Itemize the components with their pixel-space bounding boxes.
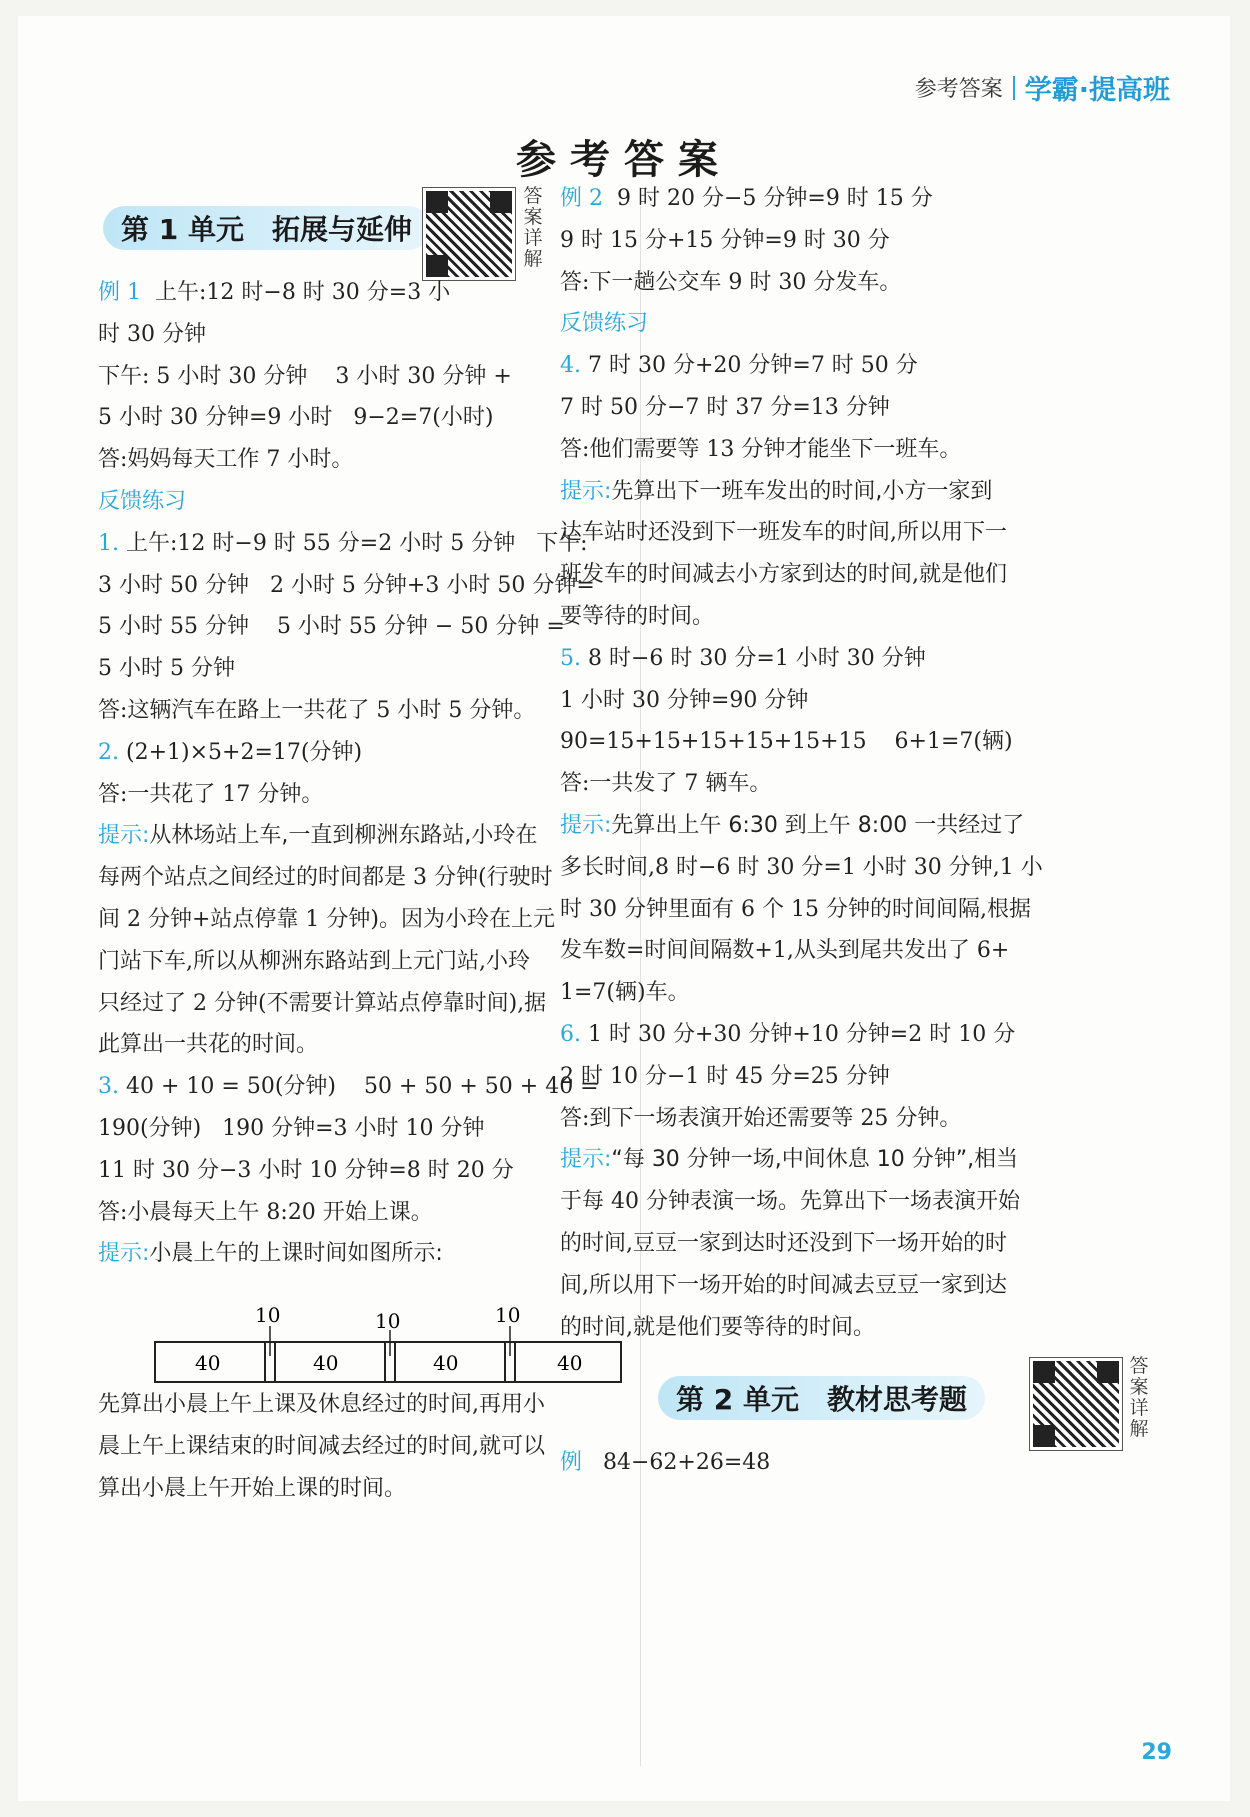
- line-text: 只经过了 2 分钟(不需要计算站点停靠时间),据: [98, 990, 547, 1016]
- text-line: [560, 1229, 1007, 1259]
- item-number: 例 2: [560, 186, 603, 211]
- unit2-name: 教材思考题: [826, 1383, 967, 1416]
- page: [18, 16, 1230, 1801]
- line-text: 要等待的时间。: [560, 604, 715, 629]
- hint-label: 提示:: [98, 823, 150, 849]
- text-line: [560, 727, 1013, 757]
- line-text: 9 时 15 分+15 分钟=9 时 30 分: [560, 227, 890, 253]
- line-text: 此算出一共花的时间。: [98, 1032, 319, 1058]
- qr-label: 答案详解: [523, 185, 543, 270]
- line-text: 从林场站上车,一直到柳洲东路站,小玲在: [149, 823, 538, 849]
- page-number: 29: [1141, 1740, 1172, 1765]
- text-line: [560, 1271, 1007, 1301]
- text-line: [560, 268, 901, 298]
- text-line: [560, 226, 890, 256]
- item-number: 例: [560, 1450, 583, 1475]
- text-line: [98, 1156, 514, 1186]
- text-line: [560, 978, 690, 1008]
- page-title: 参考答案: [516, 136, 732, 183]
- line-text: 晨上午上课结束的时间减去经过的时间,就可以: [98, 1433, 545, 1459]
- item-number: 4.: [560, 353, 581, 379]
- running-header: [915, 68, 1170, 107]
- line-text: (2+1)×5+2=17(分钟): [119, 739, 363, 765]
- text-line: [98, 362, 512, 392]
- text-line: [560, 1448, 770, 1478]
- line-text: 84−62+26=48: [582, 1450, 771, 1475]
- text-line: [98, 989, 546, 1019]
- line-text: 1 时 30 分+30 分钟+10 分钟=2 时 10 分: [581, 1022, 1016, 1047]
- unit1-banner: [103, 206, 430, 250]
- header-divider: [1013, 76, 1015, 100]
- line-text: 8 时−6 时 30 分=1 小时 30 分钟: [581, 645, 926, 671]
- item-number: 5.: [560, 645, 581, 671]
- text-line: [98, 780, 323, 810]
- line-text: 时 30 分钟里面有 6 个 15 分钟的时间间隔,根据: [560, 896, 1031, 922]
- break-label: 10: [495, 1304, 521, 1327]
- text-line: [560, 686, 808, 716]
- line-text: 达车站时还没到下一班发车的时间,所以用下一: [560, 520, 1007, 546]
- text-line: [98, 947, 530, 977]
- line-text: 答:到下一场表演开始还需要等 25 分钟。: [560, 1105, 962, 1131]
- text-line: [98, 445, 353, 475]
- break-label: 10: [375, 1309, 401, 1333]
- line-text: 下午: 5 小时 30 分钟 3 小时 30 分钟 +: [98, 363, 512, 389]
- text-line: [560, 1020, 1015, 1050]
- hint-label: 提示:: [560, 813, 612, 838]
- item-number: 3.: [98, 1074, 119, 1100]
- line-text: 答:这辆汽车在路上一共花了 5 小时 5 分钟。: [98, 698, 536, 723]
- unit2-label: 第 2 单元: [676, 1383, 799, 1416]
- line-text: 1 小时 30 分钟=90 分钟: [560, 687, 809, 713]
- line-text: 间 2 分钟+站点停靠 1 分钟)。因为小玲在上元: [98, 907, 555, 932]
- line-text: 答:小晨每天上午 8:20 开始上课。: [98, 1199, 433, 1225]
- line-text: 先算出下一班车发出的时间,小方一家到: [611, 478, 993, 504]
- line-text: 190(分钟) 190 分钟=3 小时 10 分钟: [98, 1116, 485, 1141]
- text-line: [98, 905, 555, 935]
- line-text: 多长时间,8 时−6 时 30 分=1 小时 30 分钟,1 小: [560, 854, 1043, 880]
- text-line: [98, 278, 450, 308]
- text-line: [560, 936, 1009, 966]
- text-line: [560, 351, 918, 381]
- text-line: [560, 393, 890, 423]
- text-line: [98, 612, 565, 642]
- qr-code-icon[interactable]: [1030, 1358, 1122, 1450]
- timeline-svg: [153, 1304, 623, 1404]
- text-line: [560, 1062, 890, 1092]
- text-line: [560, 1187, 1020, 1217]
- text-line: [560, 560, 1007, 590]
- text-line: [98, 821, 537, 851]
- text-line: [98, 529, 588, 559]
- text-line: [560, 435, 961, 465]
- line-text: 2 时 10 分−1 时 45 分=25 分钟: [560, 1063, 890, 1089]
- line-text: 答:一共花了 17 分钟。: [98, 781, 324, 807]
- text-line: [560, 518, 1007, 548]
- text-line: [98, 403, 493, 433]
- section-heading: 反馈练习: [98, 489, 187, 514]
- item-number: 2.: [98, 739, 119, 765]
- item-number: 1.: [98, 530, 119, 556]
- line-text: 3 小时 50 分钟 2 小时 5 分钟+3 小时 50 分钟=: [98, 572, 595, 598]
- brand-logo: 学霸·提高班: [1024, 75, 1170, 106]
- text-line: [98, 1432, 545, 1462]
- line-text: 90=15+15+15+15+15+15 6+1=7(辆): [560, 729, 1013, 755]
- text-line: [98, 738, 362, 768]
- segment-label: 40: [313, 1351, 339, 1375]
- unit1-name: 拓展与延伸: [271, 213, 412, 246]
- text-line: [98, 1198, 433, 1228]
- line-text: 5 小时 55 分钟 5 小时 55 分钟 − 50 分钟 =: [98, 614, 565, 640]
- text-line: [98, 571, 595, 601]
- line-text: 5 小时 5 分钟: [98, 656, 235, 682]
- text-line: [98, 696, 535, 726]
- text-line: [98, 1474, 406, 1504]
- line-text: 间,所以用下一场开始的时间减去豆豆一家到达: [560, 1272, 1007, 1298]
- text-line: [98, 1114, 485, 1144]
- line-text: 上午:12 时−8 时 30 分=3 小: [141, 280, 451, 305]
- text-line: [98, 654, 235, 684]
- text-line: [560, 184, 933, 214]
- text-line: [98, 1239, 443, 1269]
- text-line: [98, 1072, 599, 1102]
- line-text: 发车数=时间间隔数+1,从头到尾共发出了 6+: [560, 938, 1010, 964]
- item-number: 6.: [560, 1022, 581, 1047]
- timeline-diagram: [153, 1304, 623, 1404]
- section-heading: 反馈练习: [560, 311, 649, 337]
- line-text: 先算出上午 6:30 到上午 8:00 一共经过了: [611, 813, 1025, 838]
- unit1-label: 第 1 单元: [121, 213, 244, 246]
- break-label: 10: [255, 1304, 281, 1327]
- text-line: [560, 1104, 961, 1134]
- text-line: [560, 811, 1024, 841]
- text-line: [560, 644, 926, 674]
- text-line: [560, 477, 992, 507]
- line-text: 答:一共发了 7 辆车。: [560, 771, 772, 797]
- line-text: 时 30 分钟: [98, 321, 206, 347]
- line-text: 上午:12 时−9 时 55 分=2 小时 5 分钟 下午:: [119, 530, 588, 556]
- line-text: 门站下车,所以从柳洲东路站到上元门站,小玲: [98, 948, 530, 974]
- line-text: 5 小时 30 分钟=9 小时 9−2=7(小时): [98, 405, 494, 431]
- line-text: 的时间,就是他们要等待的时间。: [560, 1314, 875, 1340]
- hint-label: 提示:: [98, 1241, 150, 1267]
- line-text: 小晨上午的上课时间如图所示:: [149, 1241, 443, 1267]
- text-line: [560, 853, 1043, 883]
- text-line: [560, 769, 771, 799]
- text-line: [98, 487, 186, 517]
- line-text: 于每 40 分钟表演一场。先算出下一场表演开始: [560, 1189, 1020, 1215]
- segment-label: 40: [557, 1351, 583, 1375]
- qr-code-icon[interactable]: [423, 188, 515, 280]
- text-line: [560, 309, 648, 339]
- line-text: 40 + 10 = 50(分钟) 50 + 50 + 50 + 40 =: [119, 1074, 599, 1100]
- line-text: 班发车的时间减去小方家到达的时间,就是他们: [560, 562, 1007, 588]
- unit2-banner: [658, 1376, 985, 1420]
- text-line: [98, 863, 553, 893]
- item-number: 例 1: [98, 280, 141, 305]
- text-line: [98, 320, 206, 350]
- line-text: 每两个站点之间经过的时间都是 3 分钟(行驶时: [98, 865, 553, 891]
- line-text: 算出小晨上午开始上课的时间。: [98, 1475, 407, 1501]
- text-line: [98, 1030, 318, 1060]
- segment-label: 40: [195, 1351, 221, 1375]
- line-text: 答:他们需要等 13 分钟才能坐下一班车。: [560, 436, 962, 462]
- text-line: [560, 1145, 1018, 1175]
- line-text: 7 时 50 分−7 时 37 分=13 分钟: [560, 395, 890, 420]
- segment-label: 40: [433, 1351, 459, 1375]
- header-ref: 参考答案: [914, 77, 1003, 102]
- line-text: 9 时 20 分−5 分钟=9 时 15 分: [603, 186, 933, 211]
- line-text: 答:下一趟公交车 9 时 30 分发车。: [560, 269, 902, 295]
- line-text: 答:妈妈每天工作 7 小时。: [98, 447, 354, 473]
- line-text: 先算出小晨上午上课及休息经过的时间,再用小: [98, 1392, 545, 1417]
- text-line: [560, 895, 1031, 925]
- hint-label: 提示:: [560, 1147, 612, 1173]
- text-line: [560, 602, 714, 632]
- line-text: 1=7(辆)车。: [560, 980, 690, 1006]
- text-line: [560, 1313, 875, 1343]
- line-text: 11 时 30 分−3 小时 10 分钟=8 时 20 分: [98, 1157, 514, 1183]
- qr-label: 答案详解: [1129, 1355, 1149, 1440]
- line-text: 的时间,豆豆一家到达时还没到下一场开始的时: [560, 1231, 1007, 1256]
- line-text: 7 时 30 分+20 分钟=7 时 50 分: [581, 353, 918, 379]
- hint-label: 提示:: [560, 478, 612, 504]
- line-text: “每 30 分钟一场,中间休息 10 分钟”,相当: [611, 1147, 1019, 1173]
